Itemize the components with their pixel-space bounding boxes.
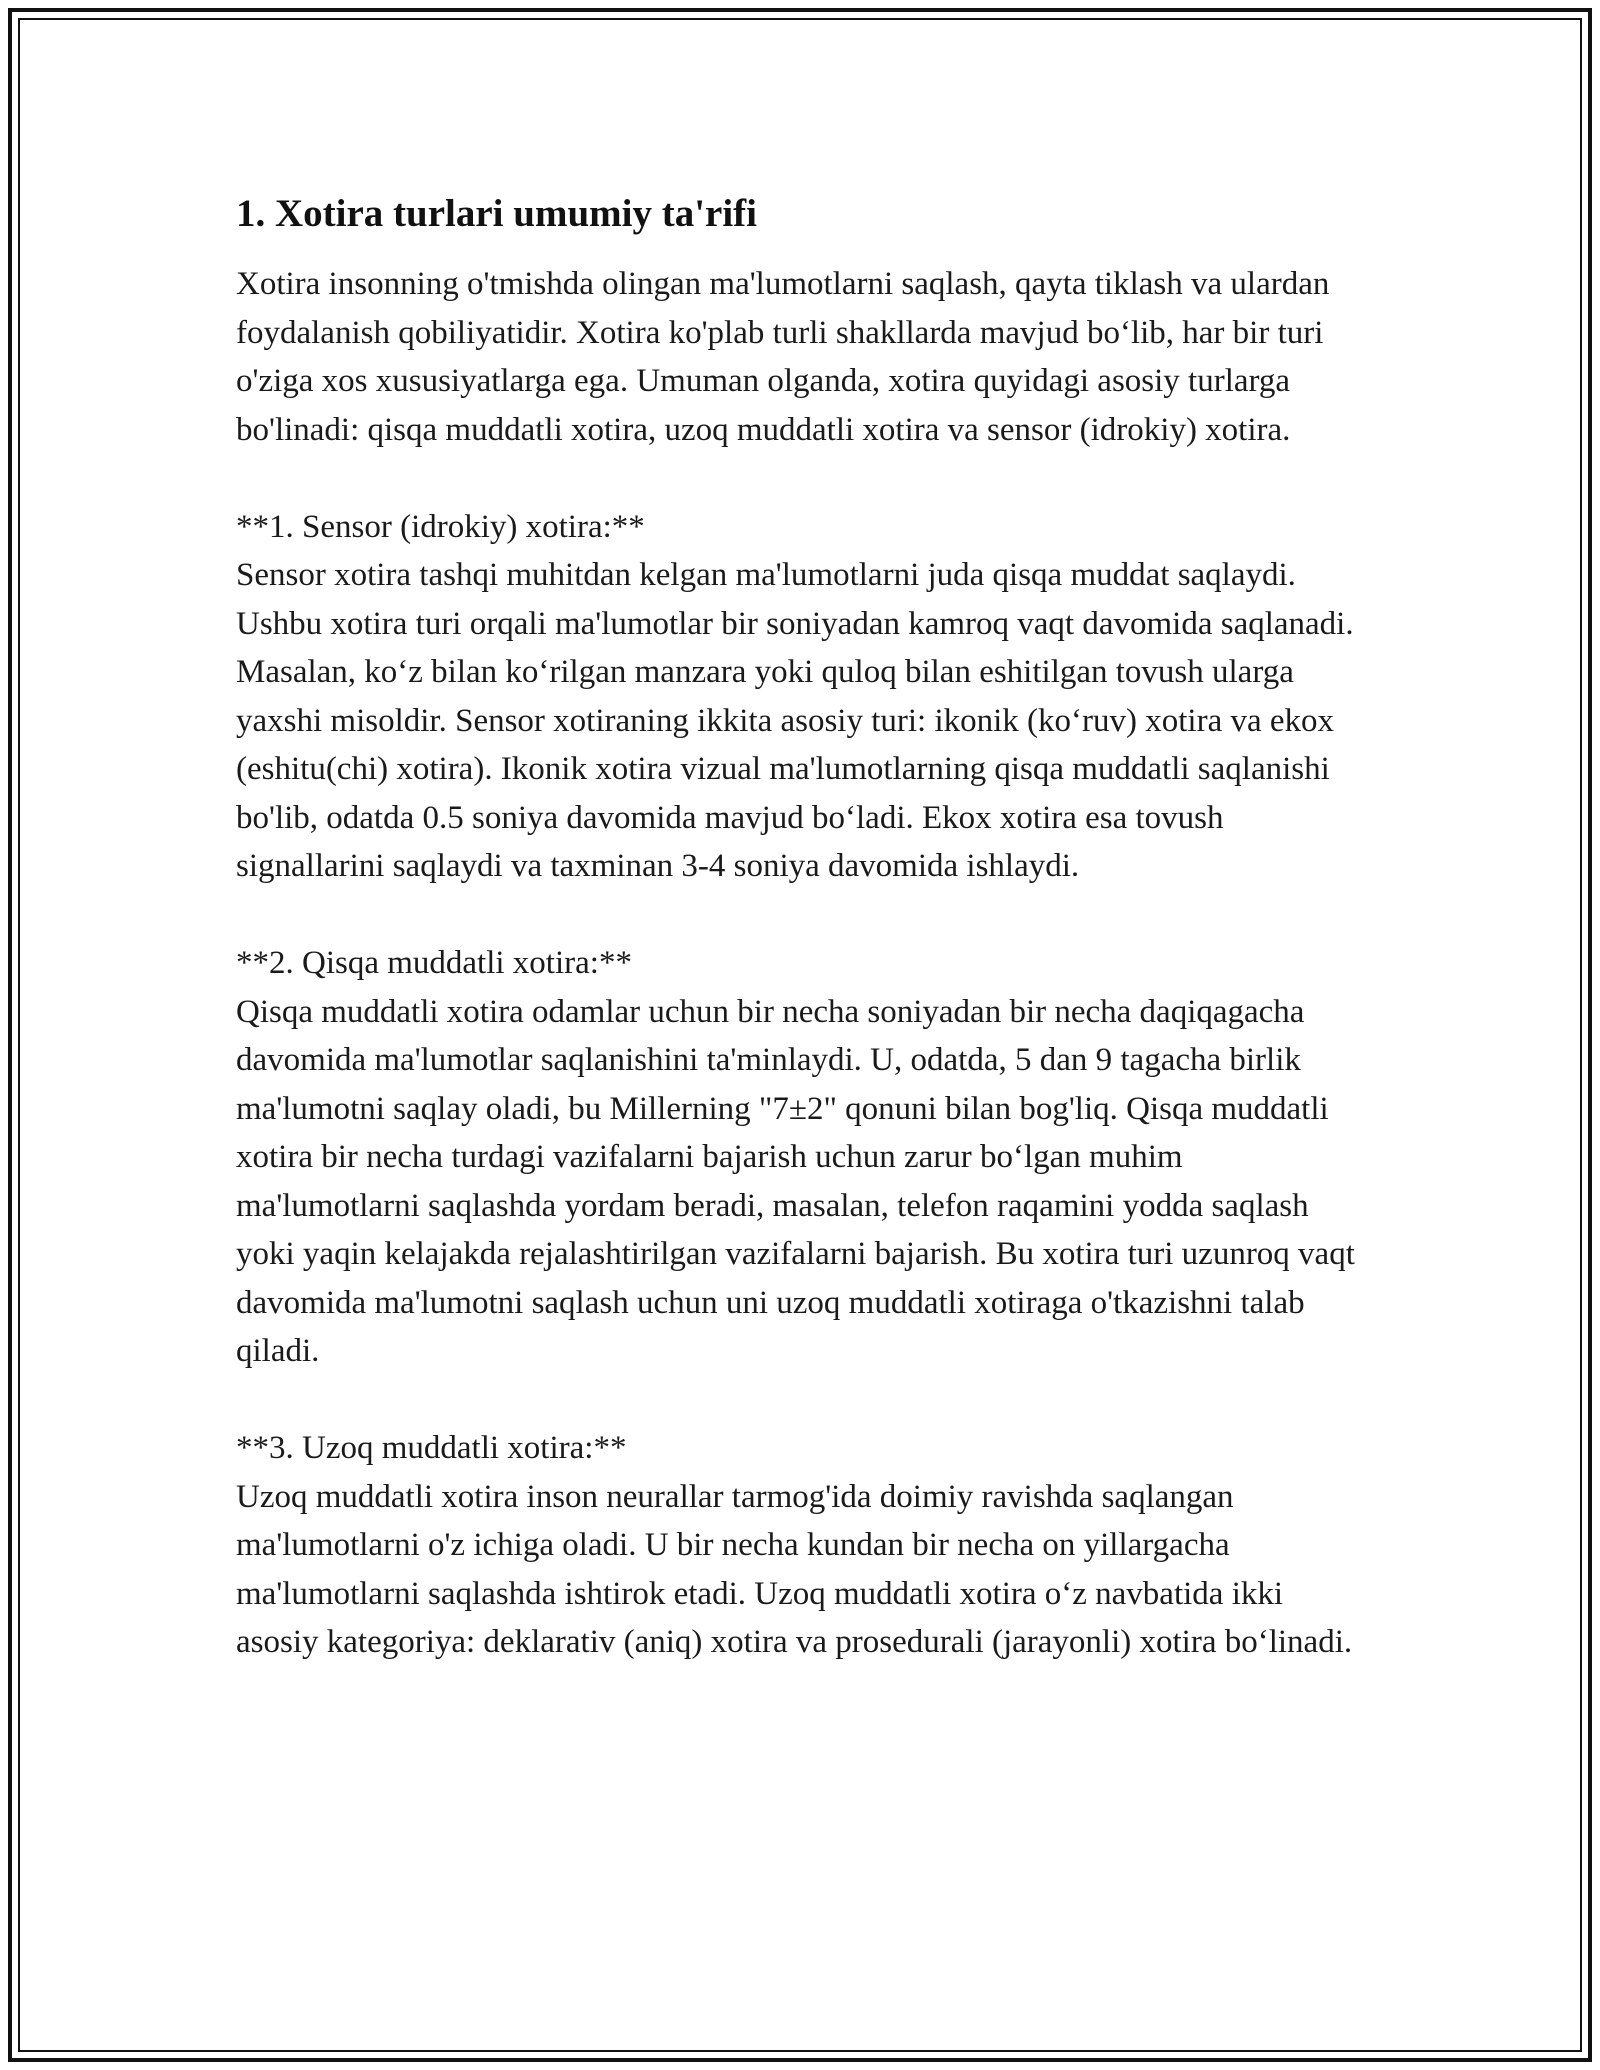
- section-long-term-memory: [236, 1424, 1366, 1667]
- section-heading: **2. Qisqa muddatli xotira:**: [236, 945, 632, 981]
- intro-paragraph: Xotira insonning o'tmishda olingan ma'lumotlarni saqlash, qayta tiklash va ulardan foydalanish qobiliyatidir. Xotira ko'plab turli shakllarda mavjud bo‘lib, har bir turi o'ziga xos xususiyatlarga ega. Umuman olganda, xotira quyidagi asosiy turlarga bo'linadi: qisqa muddatli xotira, uzoq muddatli xotira va sensor (idrokiy) xotira.: [236, 266, 1330, 448]
- section-heading: **1. Sensor (idrokiy) xotira:**: [236, 508, 645, 545]
- section-sensor-memory: [236, 503, 1366, 891]
- section-body: Qisqa muddatli xotira odamlar uchun bir necha soniyadan bir necha daqiqagacha davomida ma'lumotlar saqlanishini ta'minlaydi. U, odatda, 5 dan 9 tagacha birlik ma'lumotni saqlay oladi, bu Millerning "7±2" qonuni bilan bog'liq. Qisqa muddatli xotira bir necha turdagi vazifalarni bajarish uchun zarur bo‘lgan muhim ma'lumotlarni saqlashda yordam beradi, masalan, telefon raqamini yodda saqlash yoki yaqin kelajakda rejalashtirilgan vazifalarni bajarish. Bu xotira turi uzunroq vaqt davomida ma'lumotni saqlash uchun uni uzoq muddatli xotiraga o'tkazishni talab qiladi.: [236, 993, 1355, 1369]
- section-spacer: [236, 891, 1366, 940]
- document-body: [236, 186, 1366, 1667]
- section-spacer: [236, 1376, 1366, 1425]
- section-heading: **3. Uzoq muddatli xotira:**: [236, 1430, 627, 1466]
- section-short-term-memory: [236, 939, 1366, 1376]
- section-body: Uzoq muddatli xotira inson neurallar tarmog'ida doimiy ravishda saqlangan ma'lumotlarni o'z ichiga oladi. U bir necha kundan bir necha on yillargacha ma'lumotlarni saqlashda ishtirok etadi. Uzoq muddatli xotira o‘z navbatida ikki asosiy kategoriya: deklarativ (aniq) xotira va prosedurali (jarayonli) xotira bo‘linadi.: [236, 1478, 1353, 1660]
- section-spacer: [236, 454, 1366, 503]
- document-title: 1. Xotira turlari umumiy ta'rifi: [236, 192, 757, 235]
- section-body: Sensor xotira tashqi muhitdan kelgan ma'lumotlarni juda qisqa muddat saqlaydi. Ushbu xotira turi orqali ma'lumotlar bir soniyadan kamroq vaqt davomida saqlanadi. Masalan, ko‘z bilan ko‘rilgan manzara yoki quloq bilan eshitilgan tovush ularga yaxshi misoldir. Sensor xotiraning ikkita asosiy turi: ikonik (ko‘ruv) xotira va ekox (eshitu(chi) xotira). Ikonik xotira vizual ma'lumotlarning qisqa muddatli saqlanishi bo'lib, odatda 0.5 soniya davomida mavjud bo‘ladi. Ekox xotira esa tovush signallarini saqlaydi va taxminan 3-4 soniya davomida ishlaydi.: [236, 557, 1354, 884]
